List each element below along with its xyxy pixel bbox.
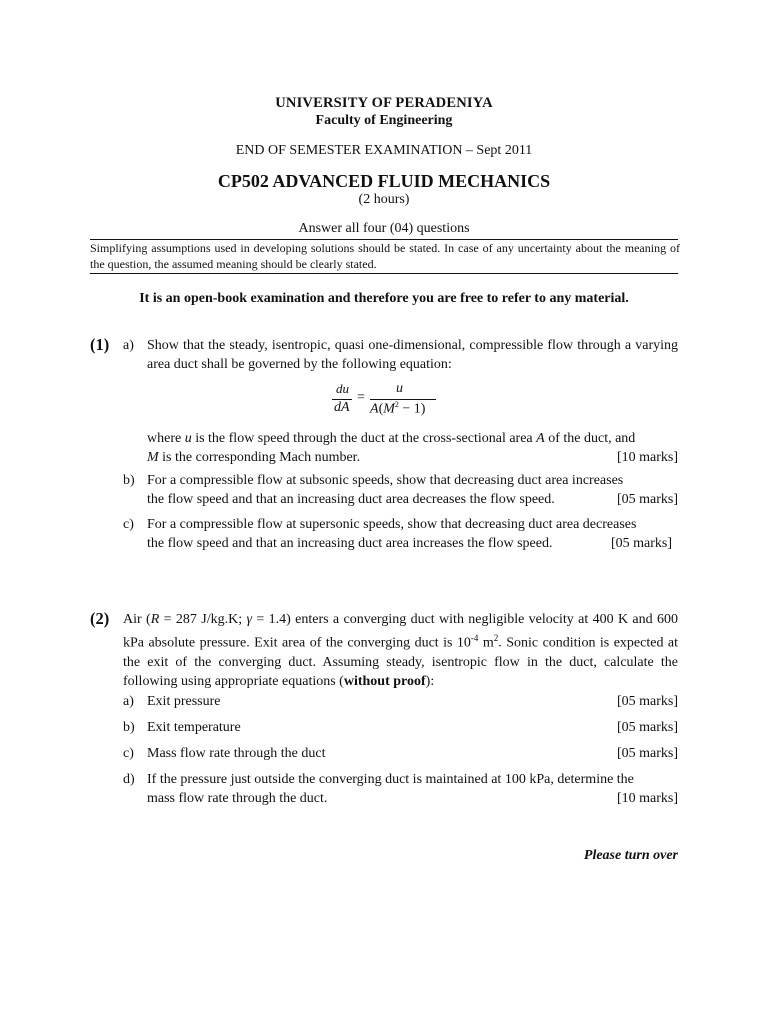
gamma-symbol: γ xyxy=(246,612,252,627)
question-2-number: (2) xyxy=(90,609,110,628)
q2-intro-text-4: m xyxy=(478,635,494,651)
exam-duration: (2 hours) xyxy=(358,192,410,207)
top-divider xyxy=(90,239,678,240)
q2c-row xyxy=(147,744,678,763)
area-exponent: -4 xyxy=(470,633,479,643)
q2c-letter: c) xyxy=(123,746,134,761)
q2d-letter: d) xyxy=(123,772,135,787)
q2d-line-1 xyxy=(147,770,678,789)
q1c-text xyxy=(147,515,678,553)
q1b-line-2 xyxy=(147,490,678,509)
unit-exponent: 2 xyxy=(493,633,499,643)
exam-title: END OF SEMESTER EXAMINATION – Sept 2011 xyxy=(235,143,533,158)
q1c-line-2 xyxy=(147,534,678,553)
q1a-marks: [10 marks] xyxy=(616,450,678,465)
q1b-text-line-2: the flow speed and that an increasing duct area decreases the flow speed. xyxy=(147,492,555,507)
q1c-text-line-2: the flow speed and that an increasing duct area increases the flow speed. xyxy=(147,536,553,551)
eq-rhs-denominator xyxy=(370,400,425,418)
eq-equals-sign: = xyxy=(357,390,365,405)
q2d-line-2 xyxy=(147,789,678,808)
q2a-letter: a) xyxy=(123,694,134,709)
eq-lhs-numerator: du xyxy=(336,381,349,396)
please-turn-over: Please turn over xyxy=(583,848,678,863)
eq-exponent: 2 xyxy=(394,400,399,409)
q2b-marks: [05 marks] xyxy=(616,720,678,735)
q2a-marks: [05 marks] xyxy=(616,694,678,709)
q2c-item xyxy=(147,744,678,763)
q2-intro-text-5: . Sonic condition is expected at the exit of the converging duct. Assuming steady, isentropic flow in the duct, calculate the following using appropriate equations ( xyxy=(123,635,678,689)
q2-intro-text-3: = 1.4) enters a converging duct with negligible velocity at 400 K and 600 kPa absolute pressure. Exit area of the converging duct is 10 xyxy=(123,612,679,651)
gas-constant-symbol: R xyxy=(150,612,160,627)
q2a-row xyxy=(147,692,678,711)
university-name: UNIVERSITY OF PERADENIYA xyxy=(275,95,493,111)
q1a-where-line-1 xyxy=(147,429,678,448)
assumptions-note: Simplifying assumptions used in developing solutions should be stated. In case of any uncertainty about the meaning of the question, the assumed meaning should be clearly stated. xyxy=(90,241,680,271)
eq-minus-one: − 1) xyxy=(398,401,426,417)
q1a-letter: a) xyxy=(123,338,134,353)
where-text-3: of the duct, and xyxy=(544,431,636,446)
eq-lhs-denominator: dA xyxy=(334,400,350,415)
q2a-item xyxy=(147,692,678,711)
q1a-where-clause xyxy=(147,429,678,467)
q1b-line-1 xyxy=(147,471,678,490)
q1c-letter: c) xyxy=(123,517,134,532)
question-1-number: (1) xyxy=(90,335,110,354)
eq-rhs-numerator: u xyxy=(396,381,403,396)
q2-intro xyxy=(123,610,678,691)
q1b-letter: b) xyxy=(123,473,135,488)
q2-intro-text-2: = 287 J/kg.K; xyxy=(159,612,247,627)
q2b-text: Exit temperature xyxy=(147,720,241,735)
q2a-text: Exit pressure xyxy=(147,694,221,709)
eq-mach-symbol: M xyxy=(383,401,395,417)
q1b-text-line-1: For a compressible flow at subsonic speeds, show that decreasing duct area increases xyxy=(147,473,624,488)
q2-intro-text-1: Air ( xyxy=(123,612,151,627)
faculty-name: Faculty of Engineering xyxy=(315,113,453,128)
q2b-item xyxy=(147,718,678,737)
eq-open-paren: ( xyxy=(378,401,384,417)
q2b-row xyxy=(147,718,678,737)
q1a-where-line-2 xyxy=(147,448,678,467)
eq-area-symbol: A xyxy=(370,401,379,417)
open-book-note: It is an open-book examination and therefore you are free to refer to any material. xyxy=(139,291,629,306)
where-text-1: where xyxy=(147,431,185,446)
q1b-marks: [05 marks] xyxy=(616,492,678,507)
course-title: CP502 ADVANCED FLUID MECHANICS xyxy=(217,171,551,191)
q2d-item xyxy=(147,770,678,808)
where-text-4: is the corresponding Mach number. xyxy=(158,450,361,465)
q2c-marks: [05 marks] xyxy=(616,746,678,761)
q1b-text xyxy=(147,471,678,509)
q2d-text-line-1: If the pressure just outside the converging duct is maintained at 100 kPa, determine the xyxy=(147,772,634,787)
q2c-text: Mass flow rate through the duct xyxy=(147,746,326,761)
where-m-symbol: M xyxy=(147,450,159,465)
q2d-marks: [10 marks] xyxy=(616,791,678,806)
answer-instruction: Answer all four (04) questions xyxy=(298,221,470,236)
where-u-symbol: u xyxy=(184,431,192,446)
bottom-divider xyxy=(90,273,678,274)
q2d-text-line-2: mass flow rate through the duct. xyxy=(147,791,328,806)
q2-intro-text-6: ): xyxy=(425,673,435,689)
q2b-letter: b) xyxy=(123,720,135,735)
q1c-marks: [05 marks] xyxy=(610,536,672,551)
q1c-line-1 xyxy=(147,515,678,534)
without-proof-emphasis: without proof xyxy=(343,673,426,689)
where-a-symbol: A xyxy=(536,431,545,446)
q1a-text: Show that the steady, isentropic, quasi one-dimensional, compressible flow through a varying area duct shall be governed by the following equation: xyxy=(147,338,678,372)
q1c-text-line-1: For a compressible flow at supersonic speeds, show that decreasing duct area decreases xyxy=(147,517,637,532)
where-text-2: is the flow speed through the duct at the cross-sectional area xyxy=(191,431,537,446)
